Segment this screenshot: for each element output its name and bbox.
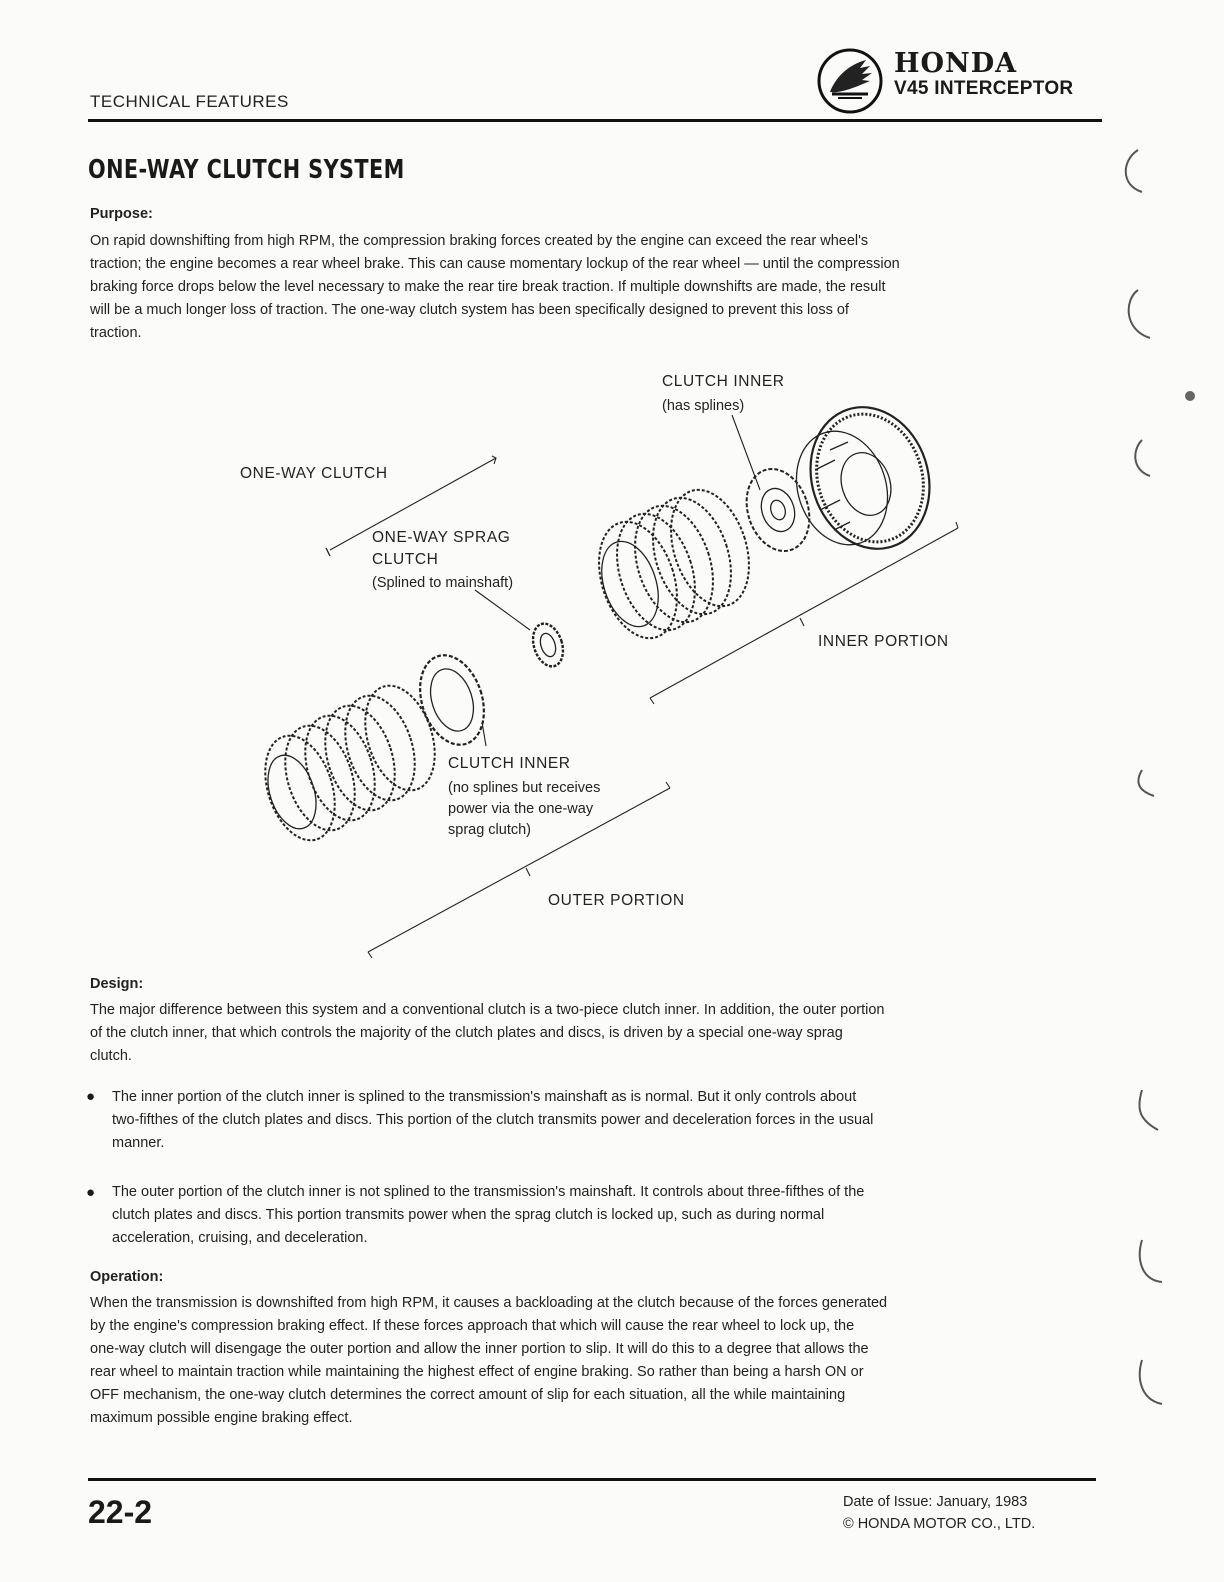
operation-line-3: one-way clutch will disengage the outer portion and allow the inner portion to slip. It will do this to a degree that allows the — [90, 1341, 869, 1357]
label-clutch-inner-bottom-note3: sprag clutch) — [448, 822, 532, 838]
leader-clutch-inner-bottom — [482, 722, 486, 746]
purpose-line-3: braking force drops below the level necessary to make the rear tire break traction. If multiple downshifts are made, the result — [90, 279, 886, 295]
bracket-one-way-clutch — [326, 548, 330, 556]
bullet-1-paragraph — [112, 1086, 1086, 1155]
copyright: © HONDA MOTOR CO., LTD. — [843, 1516, 1036, 1532]
footer-rule — [88, 1478, 1096, 1481]
label-sprag-line1: ONE-WAY SPRAG — [372, 529, 511, 546]
bullet-1-line-1: The inner portion of the clutch inner is splined to the transmission's mainshaft as is normal. But it only controls about — [112, 1089, 857, 1105]
design-line-1: The major difference between this system and a conventional clutch is a two-piece clutch inner. In addition, the outer portion — [90, 1002, 885, 1018]
clutch-outer-basket — [782, 392, 947, 565]
brand-name: HONDA — [894, 48, 1018, 79]
inner-portion-plates — [585, 480, 763, 648]
design-line-2: of the clutch inner, that which controls the majority of the clutch plates and discs, is driven by a special one-way sprag — [90, 1025, 843, 1041]
bullet-2-line-2: clutch plates and discs. This portion transmits power when the sprag clutch is locked up, such as during normal — [112, 1207, 825, 1223]
purpose-line-2: traction; the engine becomes a rear wheel brake. This can cause momentary lockup of the rear wheel — until the compression — [90, 256, 900, 272]
bullet-1-line-3: manner. — [112, 1135, 165, 1151]
bullet-2-line-3: acceleration, cruising, and deceleration. — [112, 1230, 368, 1246]
brand-model: V45 INTERCEPTOR — [894, 78, 1074, 99]
design-paragraph — [90, 999, 1086, 1068]
purpose-line-1: On rapid downshifting from high RPM, the compression braking forces created by the engine can exceed the rear wheel's — [90, 233, 869, 249]
issue-info — [843, 1491, 1035, 1535]
purpose-line-4: will be a much longer loss of traction. The one-way clutch system has been specifically designed to prevent this loss of — [90, 302, 849, 318]
bullet-2-line-1: The outer portion of the clutch inner is not splined to the transmission's mainshaft. It controls about three-fifthes of the — [112, 1184, 865, 1200]
clutch-inner-no-splines — [409, 647, 494, 753]
purpose-line-5: traction. — [90, 325, 142, 341]
label-inner-portion: INNER PORTION — [818, 633, 949, 650]
one-way-sprag-clutch — [528, 620, 568, 670]
label-sprag-note: (Splined to mainshaft) — [372, 575, 514, 591]
clutch-exploded-diagram — [230, 360, 1030, 980]
label-one-way-clutch: ONE-WAY CLUTCH — [240, 465, 388, 482]
outer-portion-plates — [253, 677, 447, 849]
label-clutch-inner-top-note: (has splines) — [662, 398, 745, 414]
header-rule — [88, 119, 1102, 122]
bullet-2-icon: ● — [86, 1184, 96, 1201]
clutch-inner-splined — [736, 461, 819, 559]
purpose-paragraph — [90, 230, 1086, 345]
label-outer-portion: OUTER PORTION — [548, 892, 685, 909]
label-clutch-inner-bottom-note1: (no splines but receives — [448, 780, 601, 796]
bullet-1-line-2: two-fifthes of the clutch plates and discs. This portion of the clutch transmits power and deceleration forces in the usual — [112, 1112, 874, 1128]
operation-line-4: rear wheel to maintain traction while maintaining the highest effect of engine braking. So rather than being a harsh ON or — [90, 1364, 864, 1380]
operation-line-1: When the transmission is downshifted from high RPM, it causes a backloading at the clutch because of the forces generated — [90, 1295, 888, 1311]
binder-hole-marks — [1110, 130, 1220, 1430]
page-number: 22-2 — [88, 1494, 153, 1530]
leader-clutch-inner-top — [732, 415, 760, 490]
operation-line-5: OFF mechanism, the one-way clutch determines the correct amount of slip for each situation, all the while maintaining — [90, 1387, 846, 1403]
purpose-heading: Purpose: — [90, 206, 153, 222]
label-clutch-inner-bottom: CLUTCH INNER — [448, 755, 571, 772]
date-of-issue: Date of Issue: January, 1983 — [843, 1494, 1028, 1510]
bullet-2-paragraph — [112, 1181, 1086, 1250]
operation-line-6: maximum possible engine braking effect. — [90, 1410, 353, 1426]
operation-paragraph — [90, 1292, 1086, 1430]
operation-line-2: by the engine's compression braking effect. If these forces approach that which will cause the rear wheel to lock up, the — [90, 1318, 855, 1334]
design-line-3: clutch. — [90, 1048, 132, 1064]
leader-sprag — [475, 590, 530, 630]
label-clutch-inner-top: CLUTCH INNER — [662, 373, 785, 390]
bullet-1-icon: ● — [86, 1088, 96, 1105]
label-sprag-line2: CLUTCH — [372, 551, 439, 568]
section-label: TECHNICAL FEATURES — [90, 92, 289, 111]
label-clutch-inner-bottom-note2: power via the one-way — [448, 801, 594, 817]
design-heading: Design: — [90, 976, 144, 992]
operation-heading: Operation: — [90, 1269, 164, 1285]
page-title: ONE-WAY CLUTCH SYSTEM — [88, 155, 405, 185]
